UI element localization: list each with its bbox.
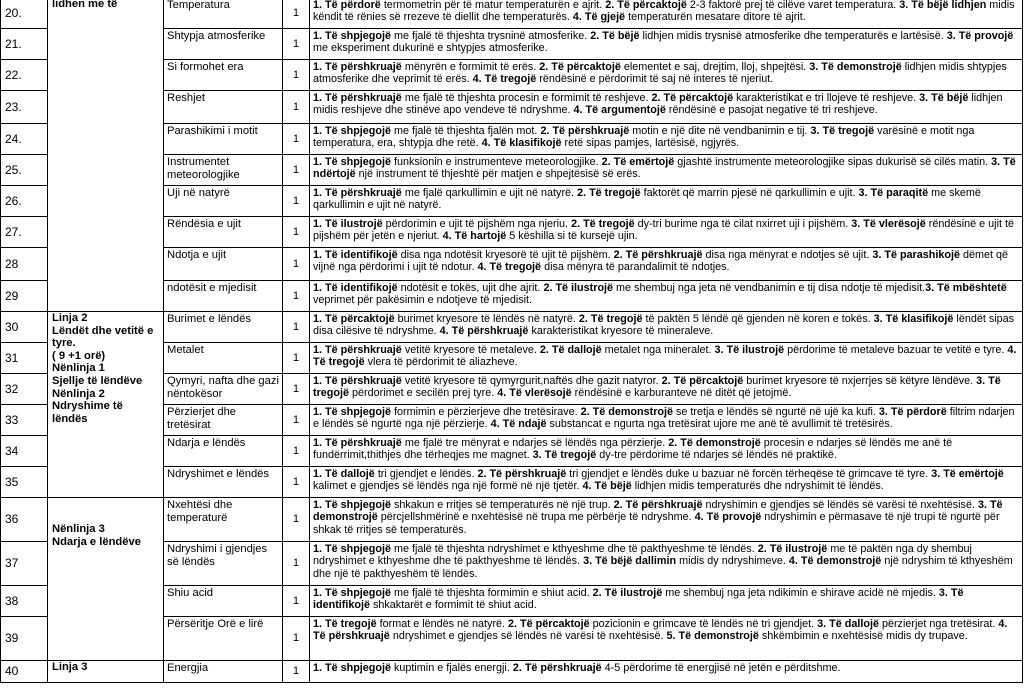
outcome-verb: 3. Të demonstrojë	[313, 499, 1003, 524]
lesson-topic: Burimet e lëndës	[164, 312, 283, 343]
outcome-text: rëndësinë e karburanteve në ditët që jetojmë.	[574, 387, 792, 400]
outcome-verb: 1. Të shpjegojë	[313, 406, 394, 418]
outcome-verb: 1. Të ilustrojë	[313, 218, 386, 230]
outcome-text: me fjalë qarkullimin e ujit në natyrë.	[404, 187, 578, 199]
outcome-verb: 3. Të bëjë	[919, 92, 972, 104]
lesson-hours: 1	[283, 155, 310, 186]
outcome-text: rëndësinë e pasojat negative të tri reshjeve.	[668, 104, 878, 117]
outcome-text: me të paktën nga dy shembuj ndryshimet e kthyeshme dhe të pakthyeshme të lëndës.	[313, 543, 972, 568]
outcome-text: ndryshimin e përmasave të një trupi të ngurtë për shkak të rritjes së temperaturës.	[313, 511, 1000, 536]
outcome-text: 2-3 faktorë prej të cilëve varet temperatura.	[689, 0, 900, 11]
outcome-verb: 3. Të dallojë	[817, 618, 882, 630]
outcome-text: tri gjendjet e lëndës.	[377, 468, 478, 480]
outcome-verb: 2. Të tregojë	[577, 187, 644, 199]
learning-outcomes	[310, 60, 1023, 91]
outcome-verb: 1. Të shpjegojë	[313, 499, 394, 511]
unit-line	[52, 498, 160, 511]
unit-line: tyre.	[52, 337, 76, 350]
outcome-verb: 2. Të ilustrojë	[757, 543, 831, 555]
outcome-verb: 4. Të përshkruajë	[313, 618, 1008, 643]
table-row	[1, 498, 1023, 542]
lesson-hours: 1	[283, 343, 310, 374]
outcome-text: një ndryshim të kthyeshëm dhe një të pakthyeshëm të lëndës.	[313, 555, 1013, 580]
lesson-topic: Energjia	[164, 661, 283, 683]
outcome-text: rëndësinë e përdorimit të saj në interes të njeriut.	[539, 73, 774, 86]
outcome-text: shkaktarët e formimit të shiut acid.	[373, 599, 537, 612]
outcome-text: shkëmbimin e nxehtësisë midis dy trupave.	[761, 630, 968, 643]
unit-cell	[48, 0, 164, 312]
learning-outcomes	[310, 29, 1023, 60]
unit-line: Ndarja e lëndëve	[52, 535, 141, 548]
outcome-text: 4-5 përdorime të energjisë në jetën e përditshme.	[604, 662, 841, 674]
unit-line: Linja 2	[52, 312, 88, 324]
lesson-topic: Reshjet	[164, 91, 283, 124]
lesson-hours: 1	[283, 436, 310, 467]
outcome-verb: 2. Të përcaktojë	[539, 61, 624, 73]
outcome-verb: 3. Të provojë	[946, 30, 1014, 42]
lesson-topic: Ndryshimi i gjendjes së lëndës	[164, 542, 283, 586]
outcome-verb: 3. Të ndërtojë	[313, 156, 1016, 181]
unit-cell	[48, 498, 164, 661]
unit-line: Nënlinja 3	[52, 523, 105, 536]
outcome-verb: 4. Të demonstrojë	[788, 555, 885, 568]
lesson-topic: Ndarja e lëndës	[164, 436, 283, 467]
outcome-verb: 4. Të ndajë	[490, 418, 550, 431]
outcome-verb: 3. Të mbështetë	[925, 282, 1007, 294]
outcome-text: pozicionin e grimcave të lëndës në tri gjendjet.	[592, 618, 818, 630]
lesson-number: 36	[1, 498, 48, 542]
lesson-hours: 1	[283, 312, 310, 343]
outcome-verb: 2. Të përshkruajë	[477, 468, 570, 480]
outcome-verb: 2. Të përshkruajë	[613, 499, 706, 511]
learning-outcomes	[310, 0, 1023, 29]
outcome-text: dy-tre përdorime të ndarjes së lëndës në praktikë.	[599, 449, 837, 462]
outcome-text: disa mënyra të parandalimit të ndotjes.	[544, 261, 730, 274]
learning-outcomes	[310, 498, 1023, 542]
outcome-text: me shembuj nga jeta ndikimin e shirave acidë në mjedis.	[665, 587, 939, 599]
learning-outcomes	[310, 436, 1023, 467]
outcome-text: me fjalë të thjeshta procesin e formimit të reshjeve.	[404, 92, 652, 104]
unit-line: Lëndët dhe vetitë e	[52, 324, 154, 337]
learning-outcomes	[310, 467, 1023, 498]
outcome-text: përdorime të metaleve bazuar te vetitë e tyre.	[787, 344, 1008, 356]
outcome-text: filtrim ndarjen e lëndës së ngurtë nga një përzierje.	[313, 406, 1015, 431]
outcome-text: gjashtë instrumente meteorologjike sipas dukurisë së cilës matin.	[677, 156, 992, 168]
outcome-text: kuptimin e fjalës energji.	[394, 662, 513, 674]
learning-outcomes	[310, 155, 1023, 186]
lesson-topic: Ndryshimet e lëndës	[164, 467, 283, 498]
learning-outcomes	[310, 661, 1023, 683]
outcome-text: me fjalë të thjeshta trysninë atmosferike.	[394, 30, 591, 42]
lesson-number: 24.	[1, 124, 48, 155]
outcome-text: rëndësinë e ujit të pijshëm për jetën e njeriut.	[313, 218, 1014, 243]
outcome-text: se tretja e lëndës së ngurtë në ujë ka kufi.	[676, 406, 879, 418]
outcome-verb: 2. Të përcaktojë	[605, 0, 690, 11]
learning-outcomes	[310, 343, 1023, 374]
lesson-number: 22.	[1, 60, 48, 91]
outcome-verb: 2. Të përshkruajë	[540, 125, 633, 137]
outcome-text: me eksperiment dukurinë e shtypjes atmosferike.	[313, 42, 548, 55]
outcome-text: shkakun e rritjes së temperaturës në një trup.	[394, 499, 614, 511]
outcome-verb: 2. Të përshkruajë	[512, 662, 605, 674]
lesson-hours: 1	[283, 124, 310, 155]
outcome-text: me fjalë tre mënyrat e ndarjes së lëndës nga përzierje.	[404, 437, 669, 449]
outcome-text: vlera të përdorimit të aliazheve.	[367, 356, 518, 369]
outcome-text: kalimet e gjendjes së lëndës nga një formë në një tjetër.	[313, 480, 583, 493]
outcome-text: substancat e ngurta nga tretësirat ujore me anë të avullimit të tretësirës.	[549, 418, 893, 431]
outcome-text: ndotësit e tokës, ujit dhe ajrit.	[400, 282, 544, 294]
outcome-verb: 1. Të shpjegojë	[313, 30, 394, 42]
outcome-text: përdorimin e ujit të pijshëm nga njeriu.	[385, 218, 572, 230]
curriculum-table-body	[1, 0, 1023, 683]
lesson-number: 35	[1, 467, 48, 498]
unit-line: lëndës	[52, 412, 88, 425]
outcome-text: ndryshimet e gjendjes së lëndës në varësi të nxehtësisë.	[392, 630, 667, 643]
lesson-number: 38	[1, 586, 48, 617]
outcome-verb: 4. Të tregojë	[477, 261, 545, 274]
lesson-topic: Përsëritje Orë e lirë	[164, 617, 283, 661]
outcome-verb: 1. Të shpjegojë	[313, 662, 394, 674]
outcome-verb: 1. Të shpjegojë	[313, 156, 394, 168]
outcome-text: me fjalë të thjeshta formimin e shiut acid.	[394, 587, 593, 599]
outcome-verb: 4. Të vlerësojë	[497, 387, 575, 400]
unit-line: ( 9 +1 orë)	[52, 349, 106, 362]
learning-outcomes	[310, 91, 1023, 124]
lesson-topic: Shiu acid	[164, 586, 283, 617]
lesson-number: 30	[1, 312, 48, 343]
outcome-text: vetitë kryesore të metaleve.	[404, 344, 540, 356]
outcome-verb: 4. Të hartojë	[442, 230, 510, 243]
outcome-text: karakteristikat e tri llojeve të reshjeve.	[736, 92, 920, 104]
table-row	[1, 312, 1023, 343]
lesson-topic: Uji në natyrë	[164, 186, 283, 217]
outcome-text: veprimet për pakësimin e ndotjeve të mjedisit.	[313, 294, 533, 307]
outcome-text: motin e një dite në vendbanimin e tij.	[632, 125, 811, 137]
outcome-verb: 4. Të bëjë	[582, 480, 635, 493]
outcome-verb: 2. Të tregojë	[578, 313, 646, 325]
outcome-verb: 1. Të përdorë	[313, 0, 384, 11]
learning-outcomes	[310, 374, 1023, 405]
outcome-verb: 1. Të përshkruajë	[313, 92, 405, 104]
outcome-verb: 2. Të përcaktojë	[661, 375, 747, 387]
lesson-number: 37	[1, 542, 48, 586]
lesson-topic: Instrumentet meteorologjike	[164, 155, 283, 186]
lesson-hours: 1	[283, 186, 310, 217]
outcome-text: format e lëndës në natyrë.	[379, 618, 509, 630]
outcome-verb: 2. Të përcaktojë	[651, 92, 737, 104]
lesson-topic: ndotësit e mjedisit	[164, 281, 283, 312]
outcome-text: me shembuj nga jeta në vendbanimin e tij disa ndotje të mjedisit.	[616, 282, 926, 294]
outcome-verb: 3. Të emërtojë	[931, 468, 1004, 480]
lesson-topic: Si formohet era	[164, 60, 283, 91]
lesson-number: 33	[1, 405, 48, 436]
outcome-text: temperaturën mesatare ditore të ajrit.	[628, 11, 806, 24]
unit-line	[52, 511, 160, 524]
lesson-number: 39	[1, 617, 48, 661]
lesson-hours: 1	[283, 661, 310, 683]
learning-outcomes	[310, 405, 1023, 436]
outcome-text: me fjalë të thjeshta ndryshimet e kthyeshme dhe të pakthyeshme të lëndës.	[394, 543, 758, 555]
outcome-text: disa nga ndotësit kryesorë të ujit të pijshëm.	[400, 249, 614, 261]
outcome-verb: 1. Të përshkruajë	[313, 375, 405, 387]
lesson-hours: 1	[283, 542, 310, 586]
outcome-verb: 1. Të tregojë	[313, 618, 380, 630]
outcome-text: varësinë e motit nga temperatura, era, shtypja dhe retë.	[313, 125, 975, 150]
lesson-number: 27.	[1, 217, 48, 248]
lesson-number: 26.	[1, 186, 48, 217]
learning-outcomes	[310, 312, 1023, 343]
unit-cell	[48, 661, 164, 683]
outcome-text: dëmet që vijnë nga përdorimi i ujit të ndotur.	[313, 249, 1008, 274]
outcome-text: lidhjen midis reshjeve dhe stinëve apo vendeve të ndryshme.	[313, 92, 1003, 117]
outcome-verb: 4. Të klasifikojë	[481, 137, 565, 150]
lesson-topic: Temperatura	[164, 0, 283, 29]
outcome-verb: 3. Të vlerësojë	[851, 218, 929, 230]
outcome-text: disa nga mënyrat e ndotjes së ujit.	[705, 249, 873, 261]
lesson-number: 34	[1, 436, 48, 467]
unit-line: lidhen me të	[52, 0, 118, 10]
lesson-hours: 1	[283, 248, 310, 281]
outcome-text: procesin e ndarjes së lëndës me anë të fundërrimit,thithjes dhe tërheqjes me magnet.	[313, 437, 953, 462]
outcome-text: lidhjen midis shtypjes atmosferike dhe veprimit të erës.	[313, 61, 1007, 86]
table-row	[1, 661, 1023, 683]
outcome-text: midis dy ndryshimeve.	[679, 555, 789, 568]
outcome-text: retë sipas pamjes, lartësisë, ngjyrës.	[564, 137, 740, 150]
outcome-verb: 2. Të përcaktojë	[508, 618, 593, 630]
outcome-verb: 1. Të identifikojë	[313, 282, 401, 294]
lesson-topic: Qymyri, nafta dhe gazi nëntokësor	[164, 374, 283, 405]
outcome-verb: 4. Të argumentojë	[573, 104, 669, 117]
lesson-topic: Parashikimi i motit	[164, 124, 283, 155]
learning-outcomes	[310, 217, 1023, 248]
lesson-number: 40	[1, 661, 48, 683]
outcome-text: burimet kryesore të lëndës në natyrë.	[397, 313, 579, 325]
outcome-text: përzierjet nga tretësirat.	[881, 618, 999, 630]
outcome-verb: 3. Të tregojë	[810, 125, 878, 137]
outcome-text: funksionin e instrumenteve meteorologjike.	[394, 156, 602, 168]
outcome-verb: 2. Të tregojë	[571, 218, 638, 230]
outcome-verb: 1. Të shpjegojë	[313, 125, 394, 137]
learning-outcomes	[310, 617, 1023, 661]
outcome-text: midis këndit të rënies së rrezeve të diellit dhe temperaturës.	[313, 0, 1015, 24]
outcome-text: lidhjen midis trysnisë atmosferike dhe temperaturës e lartësisë.	[642, 30, 947, 42]
outcome-text: me fjalë të thjeshta fjalën mot.	[394, 125, 541, 137]
outcome-text: faktorët që marrin pjesë në qarkullimin e ujit.	[643, 187, 859, 199]
learning-outcomes	[310, 281, 1023, 312]
outcome-verb: 3. Të klasifikojë	[873, 313, 957, 325]
outcome-verb: 1. Të identifikojë	[313, 249, 401, 261]
lesson-number: 21.	[1, 29, 48, 60]
outcome-verb: 3. Të bëjë lidhjen	[899, 0, 990, 11]
lesson-number: 32	[1, 374, 48, 405]
outcome-verb: 1. Të përshkruajë	[313, 187, 405, 199]
outcome-verb: 2. Të demonstrojë	[580, 406, 677, 418]
table-row	[1, 0, 1023, 29]
outcome-text: përdorimet e secilën prej tyre.	[352, 387, 498, 400]
outcome-verb: 3. Të paraqitë	[858, 187, 932, 199]
lesson-topic: Metalet	[164, 343, 283, 374]
lesson-hours: 1	[283, 91, 310, 124]
outcome-text: vetitë kryesore të qymyrgurit,naftës dhe gazit natyror.	[404, 375, 662, 387]
lesson-hours: 1	[283, 617, 310, 661]
outcome-verb: 1. Të përshkruajë	[313, 61, 405, 73]
lesson-hours: 1	[283, 217, 310, 248]
lesson-number: 23.	[1, 91, 48, 124]
outcome-verb: 3. Të tregojë	[313, 375, 1001, 400]
lesson-topic: Ndotja e ujit	[164, 248, 283, 281]
outcome-text: karakteristikat kryesore të mineraleve.	[531, 325, 714, 338]
outcome-verb: 4. Të gjejë	[572, 11, 629, 24]
outcome-verb: 2. Të ilustrojë	[592, 587, 666, 599]
outcome-verb: 4. Të tregojë	[313, 344, 1017, 369]
outcome-verb: 3. Të demonstrojë	[809, 61, 905, 73]
outcome-verb: 2. Të dallojë	[539, 344, 605, 356]
lesson-number: 20.	[1, 0, 48, 29]
unit-line: Linja 3	[52, 661, 88, 673]
outcome-text: metalet nga mineralet.	[604, 344, 715, 356]
outcome-verb: 1. Të përcaktojë	[313, 313, 398, 325]
lesson-hours: 1	[283, 498, 310, 542]
outcome-verb: 3. Të parashikojë	[872, 249, 963, 261]
outcome-verb: 1. Të përshkruajë	[313, 344, 405, 356]
outcome-text: dy-tri burime nga të cilat nxirret uji i pijshëm.	[637, 218, 852, 230]
outcome-text: elementet e saj, drejtim, lloj, shpejtësi.	[623, 61, 810, 73]
outcome-text: burimet kryesore të nxjerrjes së këtyre lëndëve.	[746, 375, 977, 387]
outcome-verb: 4. Të tregojë	[472, 73, 540, 86]
learning-outcomes	[310, 586, 1023, 617]
outcome-text: lëndët sipas disa cilësive të ndryshme.	[313, 313, 1015, 338]
outcome-verb: 2. Të demonstrojë	[668, 437, 764, 449]
outcome-verb: 1. Të dallojë	[313, 468, 378, 480]
outcome-verb: 3. Të përdorë	[878, 406, 950, 418]
outcome-text: të paktën 5 lëndë që gjenden në koren e tokës.	[645, 313, 874, 325]
unit-line: Nënlinja 2	[52, 387, 105, 400]
outcome-verb: 2. Të ilustrojë	[543, 282, 617, 294]
unit-line: Sjellje të lëndëve	[52, 374, 143, 387]
outcome-verb: 5. Të demonstrojë	[666, 630, 762, 643]
outcome-verb: 2. Të emërtojë	[601, 156, 678, 168]
outcome-text: përcjellshmërinë e nxehtësisë në trupa me përbërje të ndryshme.	[380, 511, 695, 524]
learning-outcomes	[310, 124, 1023, 155]
lesson-number: 25.	[1, 155, 48, 186]
lesson-hours: 1	[283, 467, 310, 498]
lesson-topic: Rëndësia e ujit	[164, 217, 283, 248]
outcome-text: me skemë qarkullimin e ujit në natyrë.	[313, 187, 981, 212]
outcome-text: një instrument të thjeshtë për matjen e shpejtësisë së erës.	[358, 168, 641, 181]
outcome-text: termometrin për të matur temperaturën e ajrit.	[383, 0, 606, 11]
outcome-text: formimin e përzierjeve dhe tretësirave.	[394, 406, 581, 418]
outcome-text: tri gjendjet e lëndës duke u bazuar në forcën tërheqëse të grimcave të tyre.	[569, 468, 932, 480]
outcome-verb: 3. Të bëjë dallimin	[583, 555, 680, 568]
lesson-hours: 1	[283, 281, 310, 312]
lesson-hours: 1	[283, 0, 310, 29]
outcome-verb: 2. Të përshkruajë	[613, 249, 706, 261]
lesson-number: 29	[1, 281, 48, 312]
outcome-verb: 4. Të përshkruajë	[439, 325, 532, 338]
outcome-verb: 1. Të përshkruajë	[313, 437, 405, 449]
lesson-hours: 1	[283, 29, 310, 60]
lesson-topic: Nxehtësi dhe temperaturë	[164, 498, 283, 542]
outcome-text: mënyrën e formimit të erës.	[404, 61, 540, 73]
learning-outcomes	[310, 542, 1023, 586]
learning-outcomes	[310, 186, 1023, 217]
outcome-text: 5 këshilla si të kursejë ujin.	[509, 230, 638, 243]
lesson-hours: 1	[283, 586, 310, 617]
outcome-verb: 2. Të bëjë	[590, 30, 643, 42]
lesson-topic: Shtypja atmosferike	[164, 29, 283, 60]
unit-line: Nënlinja 1	[52, 362, 105, 375]
outcome-verb: 3. Të ilustrojë	[714, 344, 788, 356]
outcome-text: lidhjen midis temperaturës dhe ndryshimit të lëndës.	[634, 480, 884, 493]
lesson-number: 31	[1, 343, 48, 374]
outcome-verb: 4. Të provojë	[694, 511, 765, 524]
outcome-text: ndryshimin e gjendjes së lëndës së varësi të nxehtësisë.	[705, 499, 978, 511]
unit-cell	[48, 312, 164, 498]
outcome-verb: 3. Të identifikojë	[313, 587, 964, 612]
lesson-number: 28	[1, 248, 48, 281]
outcome-verb: 1. Të shpjegojë	[313, 587, 394, 599]
learning-outcomes	[310, 248, 1023, 281]
lesson-hours: 1	[283, 405, 310, 436]
lesson-hours: 1	[283, 374, 310, 405]
outcome-verb: 3. Të tregojë	[532, 449, 600, 462]
lesson-hours: 1	[283, 60, 310, 91]
lesson-topic: Përzierjet dhe tretësirat	[164, 405, 283, 436]
outcome-verb: 1. Të shpjegojë	[313, 543, 394, 555]
unit-line: Ndryshime të	[52, 400, 123, 413]
